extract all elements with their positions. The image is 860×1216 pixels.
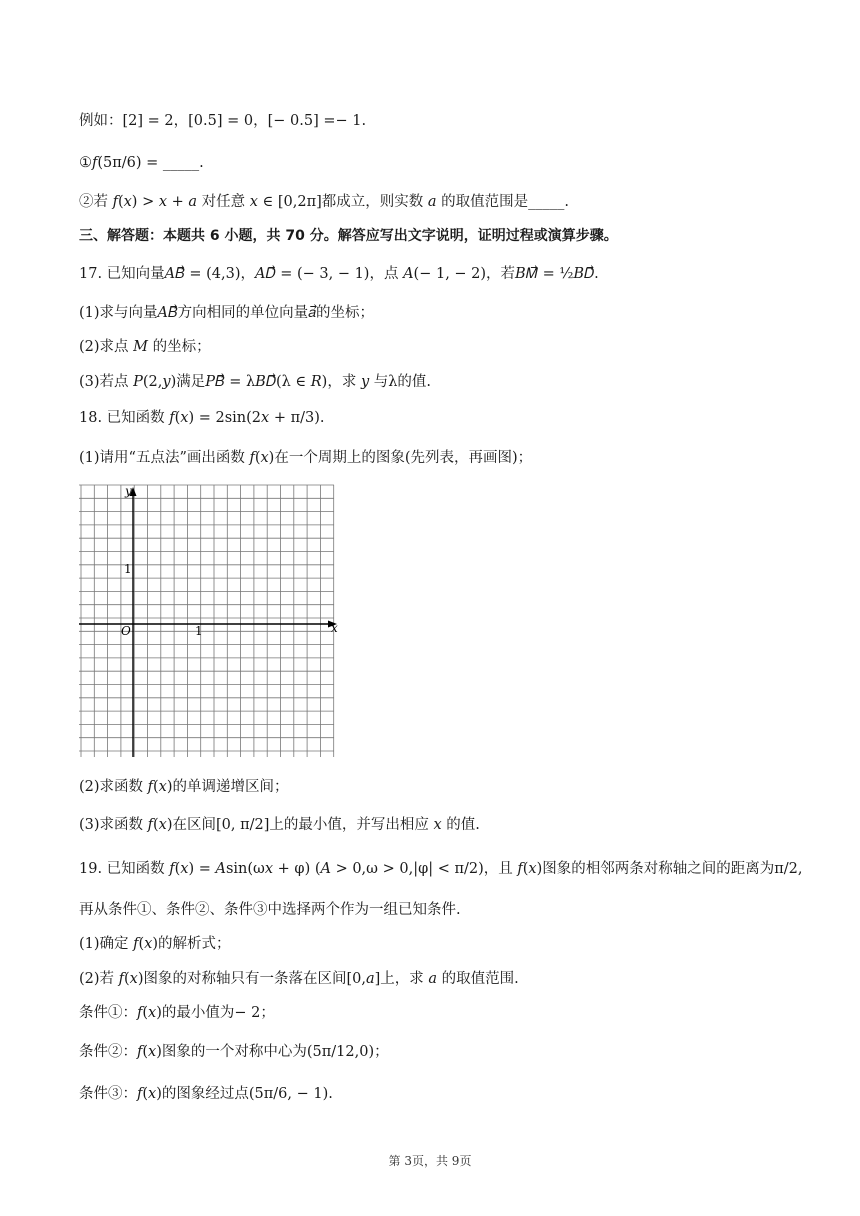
- question-19: 19. 已知函数 𝑓(𝑥) = 𝐴sin(ω𝑥 + φ) (𝐴 > 0,ω > 0,|φ| < π/2)，且 𝑓(𝑥)图象的相邻两条对称轴之间的距离为π/2,: [79, 861, 803, 877]
- y-tick-label: 1: [124, 562, 132, 576]
- question-19-part-1: (1)确定 𝑓(𝑥)的解析式；: [79, 936, 231, 952]
- page-footer: 第 3页，共 9页: [388, 1154, 472, 1168]
- y-axis-label: y: [125, 484, 132, 498]
- question-18-part-1: (1)请用“五点法”画出函数 𝑓(𝑥)在一个周期上的图象(先列表，再画图)；: [79, 450, 533, 466]
- condition-1: 条件①：𝑓(𝑥)的最小值为− 2；: [79, 1005, 275, 1021]
- section-heading: 三、解答题：本题共 6 小题，共 70 分。解答应写出文字说明，证明过程或演算步骤。: [79, 228, 618, 244]
- question-17-part-1: (1)求与向量𝐴𝐵⃗方向相同的单位向量𝑎⃗的坐标；: [79, 305, 375, 321]
- question-16-part-2: ②若 𝑓(𝑥) > 𝑥 + 𝑎 对任意 𝑥 ∈ [0,2π]都成立，则实数 𝑎 的取值范围是_____.: [79, 194, 569, 210]
- question-17: 17. 已知向量𝐴𝐵⃗ = (4,3)，𝐴𝐷⃗ = (− 3, − 1)，点 𝐴(− 1, − 2)，若𝐵𝑀⃗ = ½𝐵𝐷⃗.: [79, 266, 599, 282]
- question-19-instruction: 再从条件①、条件②、条件③中选择两个作为一组已知条件.: [79, 902, 461, 918]
- question-16-part-1: ①𝑓(5π/6) = _____.: [79, 155, 204, 171]
- x-axis-label: x: [331, 621, 338, 635]
- example-line: 例如：[2] = 2，[0.5] = 0，[− 0.5] =− 1.: [79, 113, 367, 129]
- condition-2: 条件②：𝑓(𝑥)图象的一个对称中心为(5π/12,0)；: [79, 1044, 389, 1060]
- condition-3: 条件③：𝑓(𝑥)的图象经过点(5π/6, − 1).: [79, 1086, 333, 1102]
- grid-lines: [79, 485, 334, 757]
- question-18-part-3: (3)求函数 𝑓(𝑥)在区间[0, π/2]上的最小值，并写出相应 𝑥 的值.: [79, 817, 480, 833]
- origin-label: O: [121, 624, 131, 638]
- question-18: 18. 已知函数 𝑓(𝑥) = 2sin(2𝑥 + π/3).: [79, 410, 325, 426]
- coordinate-grid: [79, 483, 341, 759]
- x-tick-label: 1: [195, 624, 203, 638]
- question-18-part-2: (2)求函数 𝑓(𝑥)的单调递增区间；: [79, 779, 289, 795]
- question-17-part-2: (2)求点 𝑀 的坐标；: [79, 339, 211, 355]
- question-17-part-3: (3)若点 𝑃(2,𝑦)满足𝑃𝐵⃗ = λ𝐵𝐷⃗(λ ∈ 𝑅)，求 𝑦 与λ的值.: [79, 374, 432, 390]
- coordinate-grid-svg: [79, 483, 341, 759]
- question-19-part-2: (2)若 𝑓(𝑥)图象的对称轴只有一条落在区间[0,𝑎]上，求 𝑎 的取值范围.: [79, 971, 519, 987]
